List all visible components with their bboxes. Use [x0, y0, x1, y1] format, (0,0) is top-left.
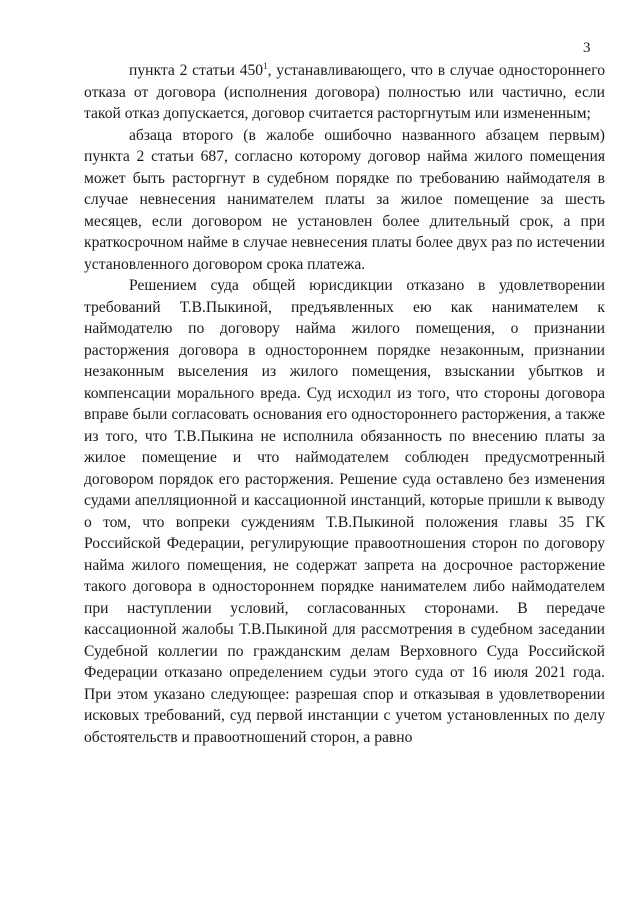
paragraph-court-decision: Решением суда общей юрисдикции отказано в удовлетворении требований Т.В.Пыкиной, предъявленных ею как нанимателем к наймодателю по договору найма жилого помещения, о признании расторжения договора в одностороннем порядке незаконным, признании незаконным выселения из жилого помещения, взыскании убытков и компенсации морального вреда. Суд исходил из того, что стороны договора вправе были согласовать основания его одностороннего расторжения, а также из того, что Т.В.Пыкина не исполнила обязанность по внесению платы за жилое помещение и что наймодателем соблюден предусмотренный договором порядок его расторжения. Решение суда оставлено без изменения судами апелляционной и кассационной инстанций, которые пришли к выводу о том, что вопреки суждениям Т.В.Пыкиной положения главы 35 ГК Российской Федерации, регулирующие правоотношения сторон по договору найма жилого помещения, не содержат запрета на досрочное расторжение такого договора в одностороннем порядке нанимателем либо наймодателем при наступлении условий, согласованных сторонами. В передаче кассационной жалобы Т.В.Пыкиной для рассмотрения в судебном заседании Судебной коллегии по гражданским делам Верховного Суда Российской Федерации отказано определением судьи этого суда от 16 июля 2021 года. При этом указано следующее: разрешая спор и отказывая в удовлетворении исковых требований, суд первой инстанции с учетом установленных по делу обстоятельств и правоотношений сторон, а равно [84, 277, 605, 746]
paragraph-article-450 [84, 60, 605, 125]
paragraph-text: , устанавливающего, что в случае одностороннего отказа от договора (исполнения договора) полностью или частично, если такой отказ допускается, договор считается расторгнутым или измененным; [84, 62, 605, 122]
paragraph-article-687: абзаца второго (в жалобе ошибочно названного абзацем первым) пункта 2 статьи 687, согласно которому договор найма жилого помещения может быть расторгнут в судебном порядке по требованию наймодателя в случае невнесения нанимателем платы за жилое помещение за шесть месяцев, если договором не установлен более длительный срок, а при краткосрочном найме в случае невнесения платы более двух раз по истечении установленного договором срока платежа. [84, 126, 605, 273]
superscript-marker: 1 [263, 61, 268, 71]
page-number: 3 [583, 40, 591, 56]
paragraph-text: пункта 2 статьи 450 [129, 62, 264, 79]
document-body [84, 60, 605, 748]
